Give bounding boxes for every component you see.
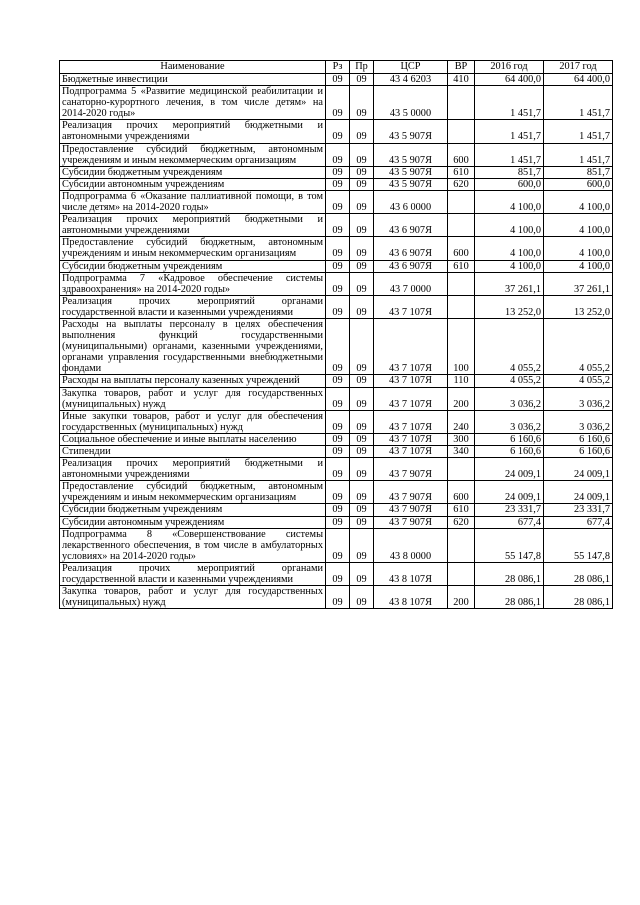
- row-rz: 09: [326, 74, 350, 86]
- row-2016: 1 451,7: [475, 120, 544, 143]
- table-row: [60, 586, 613, 609]
- row-name: Предоставление субсидий бюджетным, автономным учреждениям и иным некоммерческим организациям: [60, 237, 326, 260]
- row-vr: 240: [448, 410, 475, 433]
- row-vr: 300: [448, 433, 475, 445]
- header-vr: ВР: [448, 61, 475, 74]
- row-csr: 43 7 907Я: [374, 516, 448, 528]
- row-pr: 09: [350, 120, 374, 143]
- header-year-2017: 2017 год: [544, 61, 613, 74]
- row-2017: 4 100,0: [544, 237, 613, 260]
- row-2016: 600,0: [475, 178, 544, 190]
- row-pr: 09: [350, 295, 374, 318]
- row-2016: 851,7: [475, 166, 544, 178]
- row-pr: 09: [350, 74, 374, 86]
- row-pr: 09: [350, 260, 374, 272]
- table-row: [60, 260, 613, 272]
- row-2016: 4 100,0: [475, 214, 544, 237]
- table-row: [60, 410, 613, 433]
- table-row: [60, 504, 613, 516]
- row-rz: 09: [326, 586, 350, 609]
- row-pr: 09: [350, 446, 374, 458]
- row-rz: 09: [326, 387, 350, 410]
- row-csr: 43 5 907Я: [374, 166, 448, 178]
- table-row: [60, 562, 613, 585]
- row-csr: 43 8 0000: [374, 528, 448, 562]
- row-2017: 851,7: [544, 166, 613, 178]
- row-2016: 677,4: [475, 516, 544, 528]
- row-name: Реализация прочих мероприятий органами государственной власти и казенными учреждениями: [60, 295, 326, 318]
- row-2017: 3 036,2: [544, 410, 613, 433]
- row-vr: 610: [448, 166, 475, 178]
- row-rz: 09: [326, 446, 350, 458]
- table-row: [60, 74, 613, 86]
- row-pr: 09: [350, 481, 374, 504]
- row-name: Реализация прочих мероприятий бюджетными и автономными учреждениями: [60, 120, 326, 143]
- row-2016: 55 147,8: [475, 528, 544, 562]
- row-2016: 1 451,7: [475, 143, 544, 166]
- row-rz: 09: [326, 516, 350, 528]
- row-2016: 6 160,6: [475, 433, 544, 445]
- row-pr: 09: [350, 433, 374, 445]
- row-vr: 340: [448, 446, 475, 458]
- row-2016: 4 100,0: [475, 260, 544, 272]
- row-vr: 600: [448, 143, 475, 166]
- table-body: [60, 74, 613, 609]
- row-vr: 100: [448, 318, 475, 374]
- header-year-2016: 2016 год: [475, 61, 544, 74]
- row-name: Подпрограмма 7 «Кадровое обеспечение системы здравоохранения» на 2014-2020 годы»: [60, 272, 326, 295]
- table-row: [60, 86, 613, 120]
- row-name: Стипендии: [60, 446, 326, 458]
- row-csr: 43 5 907Я: [374, 178, 448, 190]
- row-rz: 09: [326, 143, 350, 166]
- row-pr: 09: [350, 387, 374, 410]
- row-2017: 1 451,7: [544, 143, 613, 166]
- table-row: [60, 190, 613, 213]
- row-2017: 4 055,2: [544, 375, 613, 387]
- row-name: Закупка товаров, работ и услуг для государственных (муниципальных) нужд: [60, 387, 326, 410]
- row-pr: 09: [350, 586, 374, 609]
- table-row: [60, 458, 613, 481]
- row-csr: 43 7 107Я: [374, 446, 448, 458]
- row-csr: 43 5 907Я: [374, 143, 448, 166]
- row-name: Субсидии бюджетным учреждениям: [60, 260, 326, 272]
- row-2017: 6 160,6: [544, 433, 613, 445]
- table-row: [60, 387, 613, 410]
- row-csr: 43 7 907Я: [374, 458, 448, 481]
- row-rz: 09: [326, 481, 350, 504]
- row-rz: 09: [326, 86, 350, 120]
- row-csr: 43 7 907Я: [374, 504, 448, 516]
- row-name: Реализация прочих мероприятий бюджетными и автономными учреждениями: [60, 458, 326, 481]
- row-csr: 43 6 0000: [374, 190, 448, 213]
- table-row: [60, 295, 613, 318]
- row-rz: 09: [326, 562, 350, 585]
- row-name: Предоставление субсидий бюджетным, автономным учреждениям и иным некоммерческим организациям: [60, 143, 326, 166]
- row-2016: 4 055,2: [475, 318, 544, 374]
- table-row: [60, 481, 613, 504]
- row-2017: 37 261,1: [544, 272, 613, 295]
- row-2016: 4 100,0: [475, 190, 544, 213]
- row-csr: 43 5 907Я: [374, 120, 448, 143]
- row-name: Бюджетные инвестиции: [60, 74, 326, 86]
- row-pr: 09: [350, 504, 374, 516]
- table-row: [60, 318, 613, 374]
- row-name: Расходы на выплаты персоналу в целях обеспечения выполнения функций государственными (муниципальными) органами, казенными учреждениями, органами управления государственными внебюджетными фондами: [60, 318, 326, 374]
- row-name: Подпрограмма 6 «Оказание паллиативной помощи, в том числе детям» на 2014-2020 годы»: [60, 190, 326, 213]
- row-pr: 09: [350, 562, 374, 585]
- table-header-row: [60, 61, 613, 74]
- row-vr: 600: [448, 481, 475, 504]
- row-vr: [448, 86, 475, 120]
- row-pr: 09: [350, 410, 374, 433]
- row-csr: 43 7 107Я: [374, 375, 448, 387]
- row-csr: 43 8 107Я: [374, 586, 448, 609]
- row-pr: 09: [350, 214, 374, 237]
- table-row: [60, 446, 613, 458]
- row-rz: 09: [326, 272, 350, 295]
- row-2017: 4 100,0: [544, 190, 613, 213]
- row-2017: 55 147,8: [544, 528, 613, 562]
- row-name: Субсидии автономным учреждениям: [60, 516, 326, 528]
- row-vr: 410: [448, 74, 475, 86]
- row-name: Социальное обеспечение и иные выплаты населению: [60, 433, 326, 445]
- row-csr: 43 8 107Я: [374, 562, 448, 585]
- row-2016: 28 086,1: [475, 562, 544, 585]
- row-rz: 09: [326, 214, 350, 237]
- row-rz: 09: [326, 528, 350, 562]
- row-2016: 1 451,7: [475, 86, 544, 120]
- row-rz: 09: [326, 178, 350, 190]
- row-csr: 43 7 107Я: [374, 410, 448, 433]
- row-2017: 23 331,7: [544, 504, 613, 516]
- row-2017: 28 086,1: [544, 586, 613, 609]
- budget-table: [59, 60, 613, 609]
- row-pr: 09: [350, 166, 374, 178]
- table-row: [60, 166, 613, 178]
- row-csr: 43 5 0000: [374, 86, 448, 120]
- table-row: [60, 272, 613, 295]
- row-2017: 3 036,2: [544, 387, 613, 410]
- row-2016: 64 400,0: [475, 74, 544, 86]
- row-rz: 09: [326, 458, 350, 481]
- row-2017: 4 055,2: [544, 318, 613, 374]
- row-name: Расходы на выплаты персоналу казенных учреждений: [60, 375, 326, 387]
- row-vr: 620: [448, 516, 475, 528]
- row-2017: 677,4: [544, 516, 613, 528]
- row-vr: [448, 295, 475, 318]
- table-row: [60, 120, 613, 143]
- row-name: Субсидии бюджетным учреждениям: [60, 166, 326, 178]
- row-2016: 28 086,1: [475, 586, 544, 609]
- row-2017: 4 100,0: [544, 260, 613, 272]
- row-csr: 43 7 107Я: [374, 387, 448, 410]
- row-csr: 43 6 907Я: [374, 260, 448, 272]
- header-pr: Пр: [350, 61, 374, 74]
- row-rz: 09: [326, 410, 350, 433]
- row-name: Иные закупки товаров, работ и услуг для обеспечения государственных (муниципальных) нужд: [60, 410, 326, 433]
- row-pr: 09: [350, 178, 374, 190]
- header-name: Наименование: [60, 61, 326, 74]
- table-row: [60, 178, 613, 190]
- row-pr: 09: [350, 458, 374, 481]
- row-2016: 24 009,1: [475, 481, 544, 504]
- row-2017: 24 009,1: [544, 481, 613, 504]
- row-pr: 09: [350, 272, 374, 295]
- row-pr: 09: [350, 528, 374, 562]
- row-2017: 28 086,1: [544, 562, 613, 585]
- row-2016: 4 055,2: [475, 375, 544, 387]
- table-row: [60, 516, 613, 528]
- row-2017: 24 009,1: [544, 458, 613, 481]
- row-pr: 09: [350, 375, 374, 387]
- row-2017: 1 451,7: [544, 86, 613, 120]
- row-vr: 200: [448, 387, 475, 410]
- row-vr: 620: [448, 178, 475, 190]
- row-rz: 09: [326, 237, 350, 260]
- row-2017: 1 451,7: [544, 120, 613, 143]
- row-name: Субсидии бюджетным учреждениям: [60, 504, 326, 516]
- row-vr: [448, 562, 475, 585]
- row-vr: [448, 214, 475, 237]
- header-csr: ЦСР: [374, 61, 448, 74]
- row-2017: 600,0: [544, 178, 613, 190]
- row-vr: [448, 458, 475, 481]
- row-csr: 43 7 107Я: [374, 318, 448, 374]
- row-csr: 43 6 907Я: [374, 237, 448, 260]
- row-name: Субсидии автономным учреждениям: [60, 178, 326, 190]
- row-csr: 43 7 0000: [374, 272, 448, 295]
- row-rz: 09: [326, 504, 350, 516]
- row-2016: 3 036,2: [475, 410, 544, 433]
- row-2016: 6 160,6: [475, 446, 544, 458]
- row-vr: [448, 272, 475, 295]
- row-pr: 09: [350, 237, 374, 260]
- row-name: Реализация прочих мероприятий органами государственной власти и казенными учреждениями: [60, 562, 326, 585]
- table-row: [60, 143, 613, 166]
- row-vr: 200: [448, 586, 475, 609]
- table-row: [60, 375, 613, 387]
- row-2017: 4 100,0: [544, 214, 613, 237]
- row-2016: 23 331,7: [475, 504, 544, 516]
- row-name: Предоставление субсидий бюджетным, автономным учреждениям и иным некоммерческим организациям: [60, 481, 326, 504]
- row-rz: 09: [326, 318, 350, 374]
- table-row: [60, 214, 613, 237]
- row-name: Подпрограмма 8 «Совершенствование системы лекарственного обеспечения, в том числе в амбулаторных условиях» на 2014-2020 годы»: [60, 528, 326, 562]
- row-vr: [448, 120, 475, 143]
- row-vr: 600: [448, 237, 475, 260]
- row-csr: 43 6 907Я: [374, 214, 448, 237]
- row-pr: 09: [350, 143, 374, 166]
- row-rz: 09: [326, 166, 350, 178]
- row-pr: 09: [350, 516, 374, 528]
- row-pr: 09: [350, 86, 374, 120]
- row-rz: 09: [326, 120, 350, 143]
- row-csr: 43 4 6203: [374, 74, 448, 86]
- row-vr: [448, 528, 475, 562]
- table-row: [60, 433, 613, 445]
- row-pr: 09: [350, 190, 374, 213]
- table-row: [60, 237, 613, 260]
- row-vr: 110: [448, 375, 475, 387]
- row-2016: 3 036,2: [475, 387, 544, 410]
- header-rz: Рз: [326, 61, 350, 74]
- row-2017: 6 160,6: [544, 446, 613, 458]
- row-csr: 43 7 907Я: [374, 481, 448, 504]
- row-pr: 09: [350, 318, 374, 374]
- row-2016: 37 261,1: [475, 272, 544, 295]
- row-2016: 24 009,1: [475, 458, 544, 481]
- row-vr: 610: [448, 260, 475, 272]
- row-name: Закупка товаров, работ и услуг для государственных (муниципальных) нужд: [60, 586, 326, 609]
- row-name: Подпрограмма 5 «Развитие медицинской реабилитации и санаторно-курортного лечения, в том числе детям» на 2014-2020 годы»: [60, 86, 326, 120]
- row-csr: 43 7 107Я: [374, 433, 448, 445]
- row-rz: 09: [326, 375, 350, 387]
- row-rz: 09: [326, 260, 350, 272]
- row-csr: 43 7 107Я: [374, 295, 448, 318]
- row-vr: 610: [448, 504, 475, 516]
- row-2017: 13 252,0: [544, 295, 613, 318]
- row-2017: 64 400,0: [544, 74, 613, 86]
- row-2016: 4 100,0: [475, 237, 544, 260]
- row-rz: 09: [326, 295, 350, 318]
- row-vr: [448, 190, 475, 213]
- table-row: [60, 528, 613, 562]
- row-rz: 09: [326, 190, 350, 213]
- row-name: Реализация прочих мероприятий бюджетными и автономными учреждениями: [60, 214, 326, 237]
- row-rz: 09: [326, 433, 350, 445]
- row-2016: 13 252,0: [475, 295, 544, 318]
